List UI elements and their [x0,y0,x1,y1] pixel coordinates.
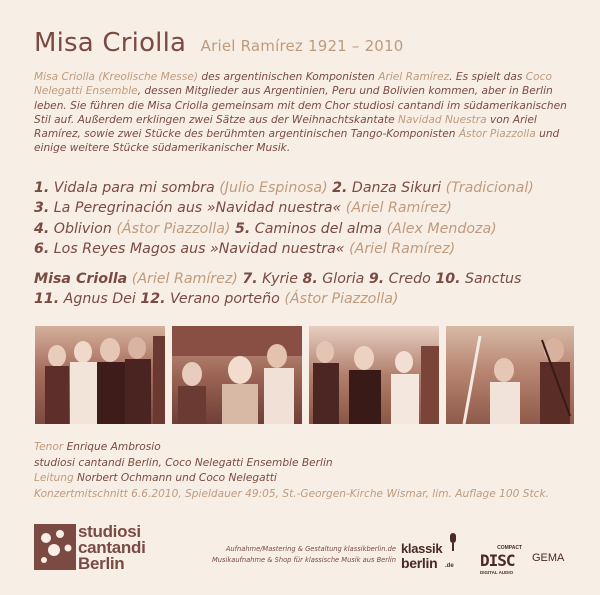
tenor-label: Tenor [34,441,64,453]
cd-disc-text: DISC [480,551,515,570]
credit-ensembles: studiosi cantandi Berlin, Coco Nelegatti Ensemble Berlin [34,456,333,469]
photo-strip [35,326,574,424]
track-list [34,178,594,260]
track-number: 4. [34,220,50,237]
track-composer: (Ástor Piazzolla) [116,220,231,237]
intro-part: Ariel Ramírez [378,71,450,83]
track-line [34,289,594,309]
logo-line: Berlin [78,554,125,573]
intro-part: Coco Nelegatti Ensemble [34,71,552,98]
track-number: 3. [34,200,50,217]
track-composer: (Alex Mendoza) [386,220,497,237]
track-line [34,198,594,218]
production-line: Musikaufnahme & Shop für klassische Musik aus Berlin [212,556,396,564]
leitung-label: Leitung [34,472,74,485]
track-title: Danza Sikuri [351,180,442,196]
track-number: 5. [235,220,251,237]
ensemble-photo [446,326,574,424]
track-number: 7. [242,271,258,287]
studiosi-logo [34,522,146,574]
intro-part: von Ariel Ramírez, sowie zwei Stücke des berühmten argentinischen Tango-Komponisten [34,113,537,141]
track-title: Sanctus [464,271,522,287]
choir-photo [172,326,302,424]
choir-photo [309,326,439,424]
microphone-icon [449,533,457,551]
track-composer: (Ariel Ramírez) [345,200,452,217]
compact-disc-logo [480,545,522,575]
credit-recording: Konzertmitschnitt 6.6.2010, Spieldauer 49:05, St.-Georgen-Kirche Wismar, lim. Auflage 100 Stck. [34,488,549,501]
track-number: 6. [34,241,50,258]
intro-part: Ástor Piazzolla [458,128,536,141]
leitung-names: Norbert Ochmann und Coco Nelegatti [73,472,277,485]
logo-line: studiosi [78,522,141,541]
album-title: Misa Criolla [34,28,187,58]
track-title: Verano porteño [170,291,280,308]
logo-line: cantandi [78,538,146,557]
intro-part: . Es spielt das [449,71,526,83]
track-line [34,239,594,259]
credits [34,440,594,503]
track-composer: (Ástor Piazzolla) [284,291,399,308]
track-line [34,178,594,198]
cd-bottom-text: DIGITAL AUDIO [480,570,514,575]
choir-logo-icon [34,524,76,570]
track-title: Caminos del alma [254,220,383,237]
mass-track-list [34,269,594,310]
intro-part: und einige weitere Stücke südamerikanischer Musik. [34,128,560,155]
track-title: Los Reyes Magos aus »Navidad nuestra« [53,241,345,258]
credit-line [34,471,594,487]
track-number: 2. [332,180,348,196]
tenor-name: Enrique Ambrosio [63,441,161,453]
track-title: Vidala para mi sombra [53,180,215,196]
choir-photo [35,326,165,424]
track-title: La Peregrinación aus »Navidad nuestra« [53,200,342,217]
track-number: 1. [34,180,50,196]
mass-composer: (Ariel Ramírez) [131,271,238,287]
track-composer: (Ariel Ramírez) [349,241,456,258]
track-title: Oblivion [53,220,112,237]
track-number: 9. [368,271,385,287]
klassik-word: klassik [401,541,443,556]
de-suffix: .de [445,563,454,569]
track-composer: (Tradicional) [445,180,534,196]
track-title: Gloria [322,271,365,287]
track-title: Kyrie [262,271,298,287]
track-number: 8. [302,271,318,287]
gema-logo: GEMA [532,552,565,564]
logo-text [78,524,218,572]
production-line: Aufnahme/Mastering & Gestaltung klassikberlin.de [225,545,396,553]
track-title: Agnus Dei [63,291,136,308]
mass-title: Misa Criolla [34,271,128,287]
production-credits [206,544,396,566]
track-number: 11. [34,291,60,308]
album-subtitle: Ariel Ramírez 1921 – 2010 [200,37,404,55]
klassikberlin-logo [401,533,467,573]
track-number: 12. [140,291,166,308]
credit-line [34,440,594,456]
page-title [34,28,404,58]
intro-part: , dessen Mitglieder aus Argentinien, Peru und Bolivien kommen, aber in Berlin leben. Sie führen die Misa Criolla gemeinsam mit dem Chor studiosi cantandi im südamerikanischen Stil auf. Außerdem erklingen zwei Sätze aus der Weihnachtskantate [34,85,567,126]
cd-top-text: COMPACT [497,545,522,551]
track-line [34,219,594,239]
intro-text [34,70,574,156]
intro-part: des argentinischen Komponisten [198,71,379,83]
berlin-word: berlin [401,555,438,571]
track-number: 10. [435,271,461,287]
intro-part: Misa Criolla (Kreolische Messe) [34,71,198,83]
track-title: Credo [388,271,431,287]
track-composer: (Julio Espinosa) [219,180,328,196]
track-line [34,269,594,289]
intro-part: Navidad Nuestra [398,113,487,126]
